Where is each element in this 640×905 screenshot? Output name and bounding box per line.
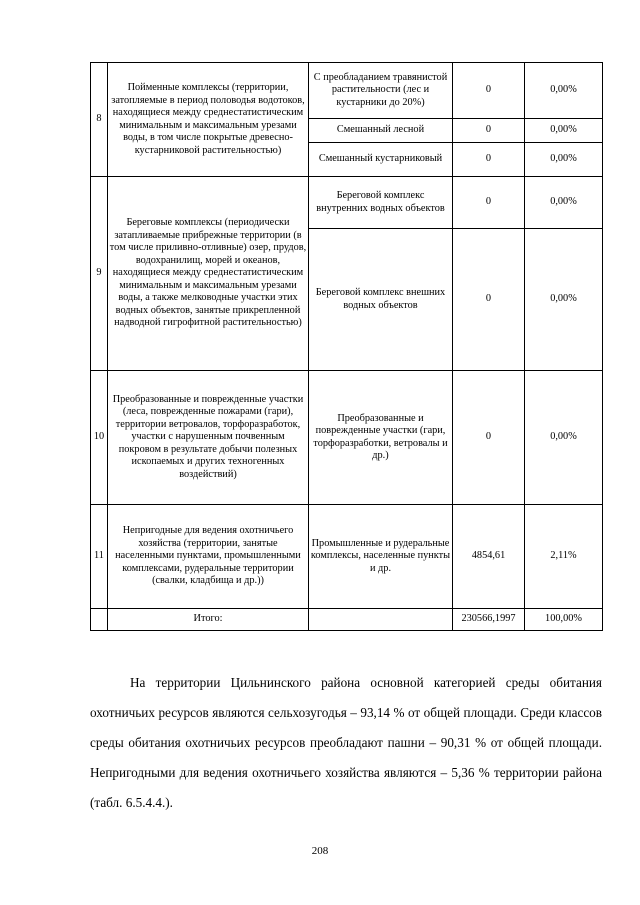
percent-value: 0,00% [525, 143, 603, 177]
category-name: Преобразованные и поврежденные участки (леса, поврежденные пожарами (гари), территории ветровалов, торфоразработок, участки с нарушенным почвенным покровом в результате добычи полезных ископаемых и других техногенных воздействий) [108, 371, 309, 505]
area-value: 0 [453, 63, 525, 119]
habitat-type: Смешанный кустарниковый [309, 143, 453, 177]
category-name: Непригодные для ведения охотничьего хозяйства (территории, занятые населенными пунктами, промышленными комплексами, рудеральные территории (свалки, кладбища и др.)) [108, 505, 309, 609]
table-row [91, 505, 603, 609]
table-row [91, 177, 603, 229]
habitat-type: Промышленные и рудеральные комплексы, населенные пункты и др. [309, 505, 453, 609]
area-value: 0 [453, 229, 525, 371]
percent-value: 0,00% [525, 371, 603, 505]
category-name: Береговые комплексы (периодически затапливаемые прибрежные территории (в том числе приливно-отливные) озер, прудов, водохранилищ, морей и океанов, находящиеся между среднестатистическим минимальным и максимальным урезами воды, а также мелководные участки этих водных объектов, занятые прикрепленной надводной гигрофитной растительностью) [108, 177, 309, 371]
row-number: 10 [91, 371, 108, 505]
area-value: 0 [453, 119, 525, 143]
row-number: 11 [91, 505, 108, 609]
percent-value: 2,11% [525, 505, 603, 609]
total-percent: 100,00% [525, 609, 603, 631]
percent-value: 0,00% [525, 119, 603, 143]
body-text [90, 668, 602, 818]
area-value: 4854,61 [453, 505, 525, 609]
table-row [91, 371, 603, 505]
total-label: Итого: [108, 609, 309, 631]
habitat-type: Береговой комплекс внутренних водных объектов [309, 177, 453, 229]
empty-cell [309, 609, 453, 631]
empty-cell [91, 609, 108, 631]
percent-value: 0,00% [525, 63, 603, 119]
row-number: 8 [91, 63, 108, 177]
paragraph: На территории Цильнинского района основной категорией среды обитания охотничьих ресурсов являются сельхозугодья – 93,14 % от общей площади. Среди классов среды обитания охотничьих ресурсов преобладают пашни – 90,31 % от общей площади. Непригодными для ведения охотничьего хозяйства являются – 5,36 % территории района (табл. 6.5.4.4.). [90, 675, 602, 810]
row-number: 9 [91, 177, 108, 371]
total-area: 230566,1997 [453, 609, 525, 631]
table-row [91, 63, 603, 119]
habitat-type: Смешанный лесной [309, 119, 453, 143]
percent-value: 0,00% [525, 229, 603, 371]
habitat-type: С преобладанием травянистой растительности (лес и кустарники до 20%) [309, 63, 453, 119]
area-value: 0 [453, 371, 525, 505]
area-value: 0 [453, 143, 525, 177]
habitat-table [90, 62, 603, 631]
habitat-type: Береговой комплекс внешних водных объектов [309, 229, 453, 371]
area-value: 0 [453, 177, 525, 229]
percent-value: 0,00% [525, 177, 603, 229]
page-number: 208 [311, 845, 329, 857]
habitat-type: Преобразованные и поврежденные участки (гари, торфоразработки, ветровалы и др.) [309, 371, 453, 505]
category-name: Пойменные комплексы (территории, затопляемые в период половодья водотоков, находящиеся между среднестатистическим минимальным и максимальным урезами воды, в том числе покрытые древесно-кустарниковой растительностью) [108, 63, 309, 177]
total-row [91, 609, 603, 631]
